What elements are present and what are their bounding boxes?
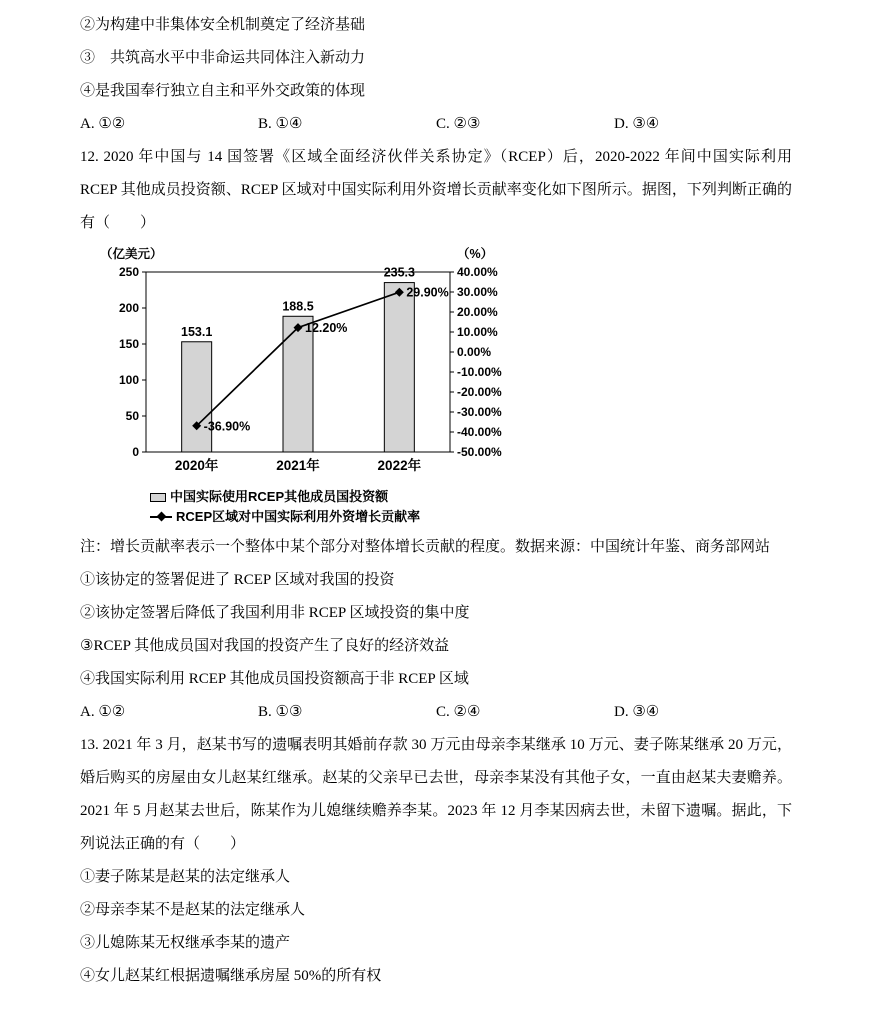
q12-option-3: ③RCEP 其他成员国对我国的投资产生了良好的经济效益 (80, 638, 450, 654)
q11-choice-d: D. ③④ (614, 116, 660, 132)
legend-item-line (150, 507, 566, 527)
svg-text:（亿美元）: （亿美元） (100, 247, 163, 261)
svg-text:10.00%: 10.00% (457, 325, 498, 339)
q12-option-2: ②该协定签署后降低了我国利用非 RCEP 区域投资的集中度 (80, 605, 470, 621)
q13-option-3: ③儿媳陈某无权继承李某的遗产 (80, 935, 291, 951)
bar-swatch-icon (150, 493, 166, 502)
q11-option-3: ③ 共筑高水平中非命运共同体注入新动力 (80, 50, 366, 66)
q11-choice-c: C. ②③ (436, 116, 481, 132)
svg-text:-36.90%: -36.90% (203, 419, 251, 434)
svg-text:20.00%: 20.00% (457, 305, 498, 319)
svg-text:2022年: 2022年 (377, 458, 422, 473)
q11-option-2: ②为构建中非集体安全机制奠定了经济基础 (80, 17, 366, 33)
legend-label-bar: 中国实际使用RCEP其他成员国投资额 (170, 489, 389, 504)
svg-text:0.00%: 0.00% (457, 345, 492, 359)
legend-item-bar (150, 487, 566, 507)
svg-text:-30.00%: -30.00% (457, 405, 502, 419)
q12-choice-c: C. ②④ (436, 704, 481, 720)
svg-text:150: 150 (118, 337, 139, 351)
svg-text:-40.00%: -40.00% (457, 425, 502, 439)
svg-text:12.20%: 12.20% (305, 321, 348, 336)
q13-option-1: ①妻子陈某是赵某的法定继承人 (80, 869, 291, 885)
q11-choice-b: B. ①④ (258, 116, 303, 132)
q12-choice-d: D. ③④ (614, 704, 660, 720)
svg-text:250: 250 (118, 265, 139, 279)
svg-text:29.90%: 29.90% (406, 285, 449, 300)
q12-choice-a: A. ①② (80, 704, 126, 720)
line-marker-icon (150, 516, 172, 518)
svg-text:0: 0 (132, 445, 139, 459)
svg-text:235.3: 235.3 (383, 265, 415, 280)
svg-text:-20.00%: -20.00% (457, 385, 502, 399)
q13-stem: 13. 2021 年 3 月，赵某书写的遗嘱表明其婚前存款 30 万元由母亲李某继承 10 万元、妻子陈某继承 20 万元，婚后购买的房屋由女儿赵某红继承。赵某的父亲早已去世，母亲李某没有其他子女，一直由赵某夫妻赡养。2021 年 5 月赵某去世后，陈某作为儿媳继续赡养李某。2023 年 12 月李某因病去世，未留下遗嘱。据此，下列说法正确的有（ ） (80, 737, 792, 852)
svg-text:2020年: 2020年 (174, 458, 219, 473)
q12-stem: 12. 2020 年中国与 14 国签署《区域全面经济伙伴关系协定》（RCEP）后，2020-2022 年间中国实际利用 RCEP 其他成员投资额、RCEP 区域对中国实际利用外资增长贡献率变化如下图所示。据图，下列判断正确的有（ ） (80, 149, 796, 231)
rcep-investment-chart (94, 244, 566, 527)
svg-text:153.1: 153.1 (181, 324, 213, 339)
legend-label-line: RCEP区域对中国实际利用外资增长贡献率 (176, 509, 421, 524)
q12-note: 注：增长贡献率表示一个整体中某个部分对整体增长贡献的程度。数据来源：中国统计年鉴、商务部网站 (80, 539, 771, 555)
q11-choice-a: A. ①② (80, 116, 126, 132)
combo-chart (94, 244, 566, 484)
chart-legend (94, 487, 566, 527)
svg-text:100: 100 (118, 373, 139, 387)
svg-text:2021年: 2021年 (276, 458, 320, 473)
q12-choice-b: B. ①③ (258, 704, 303, 720)
svg-text:（%）: （%） (457, 247, 494, 261)
svg-text:188.5: 188.5 (282, 299, 314, 314)
svg-text:50: 50 (125, 409, 139, 423)
svg-text:200: 200 (118, 301, 139, 315)
q12-option-1: ①该协定的签署促进了 RCEP 区域对我国的投资 (80, 572, 395, 588)
q12-choices (80, 696, 792, 729)
svg-text:-10.00%: -10.00% (457, 365, 502, 379)
q13-option-4: ④女儿赵某红根据遗嘱继承房屋 50%的所有权 (80, 968, 382, 984)
q12-option-4: ④我国实际利用 RCEP 其他成员国投资额高于非 RCEP 区域 (80, 671, 469, 687)
q13-option-2: ②母亲李某不是赵某的法定继承人 (80, 902, 306, 918)
q11-option-4: ④是我国奉行独立自主和平外交政策的体现 (80, 83, 366, 99)
svg-text:40.00%: 40.00% (457, 265, 498, 279)
svg-text:30.00%: 30.00% (457, 285, 498, 299)
q11-choices (80, 108, 792, 141)
svg-text:-50.00%: -50.00% (457, 445, 502, 459)
